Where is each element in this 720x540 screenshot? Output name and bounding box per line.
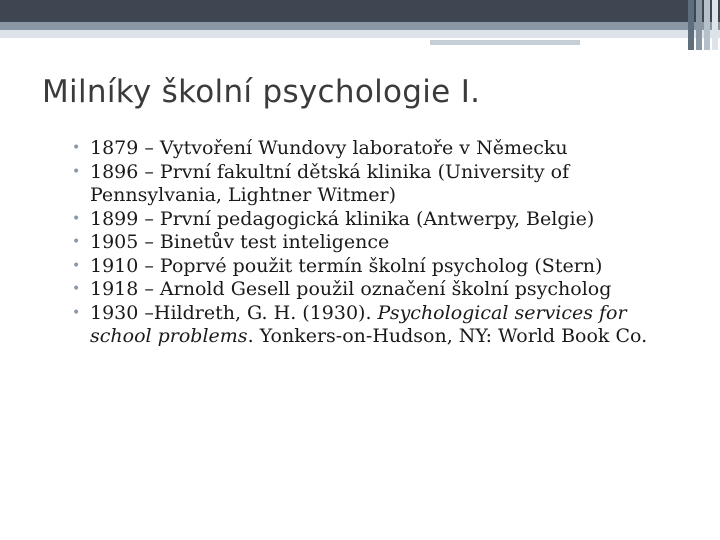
list-item	[72, 208, 682, 232]
header-bar	[0, 0, 720, 22]
citation-title: Psychological services for school problems	[90, 301, 627, 347]
bullet-icon: •	[72, 234, 81, 250]
list-item	[72, 255, 682, 279]
header-light-bar	[0, 30, 720, 38]
list-item	[72, 278, 682, 302]
list-item-text: 1879 – Vytvoření Wundovy laboratoře v Německu	[90, 137, 568, 159]
list-item	[72, 231, 682, 255]
citation-text-before: 1930 –Hildreth, G. H. (1930).	[90, 301, 378, 324]
bullet-icon: •	[72, 210, 81, 227]
header-accent-bar	[0, 22, 720, 30]
list-item-text: 1899 – První pedagogická klinika (Antwerpy, Belgie)	[90, 207, 595, 230]
bullet-icon: •	[72, 281, 81, 297]
list-item-text: 1905 – Binetův test inteligence	[90, 231, 390, 253]
citation-text-after: . Yonkers-on-Hudson, NY: World Book Co.	[247, 325, 648, 347]
bullet-list	[72, 137, 682, 349]
bullet-icon: •	[72, 140, 81, 156]
bullet-icon: •	[72, 304, 81, 321]
bullet-icon: •	[72, 257, 81, 274]
slide-title: Milníky školní psychologie I.	[42, 74, 481, 110]
list-item	[72, 137, 682, 161]
bullet-icon: •	[72, 163, 81, 180]
list-item	[72, 161, 682, 208]
list-item-text: 1896 – První fakultní dětská klinika (University of Pennsylvania, Lightner Witmer)	[90, 160, 570, 206]
header-stripe	[430, 40, 580, 45]
list-item-text: 1910 – Poprvé použit termín školní psycholog (Stern)	[90, 254, 603, 277]
list-item-text: 1918 – Arnold Gesell použil označení školní psycholog	[90, 278, 612, 300]
corner-decoration	[688, 0, 720, 50]
list-item	[72, 302, 682, 349]
